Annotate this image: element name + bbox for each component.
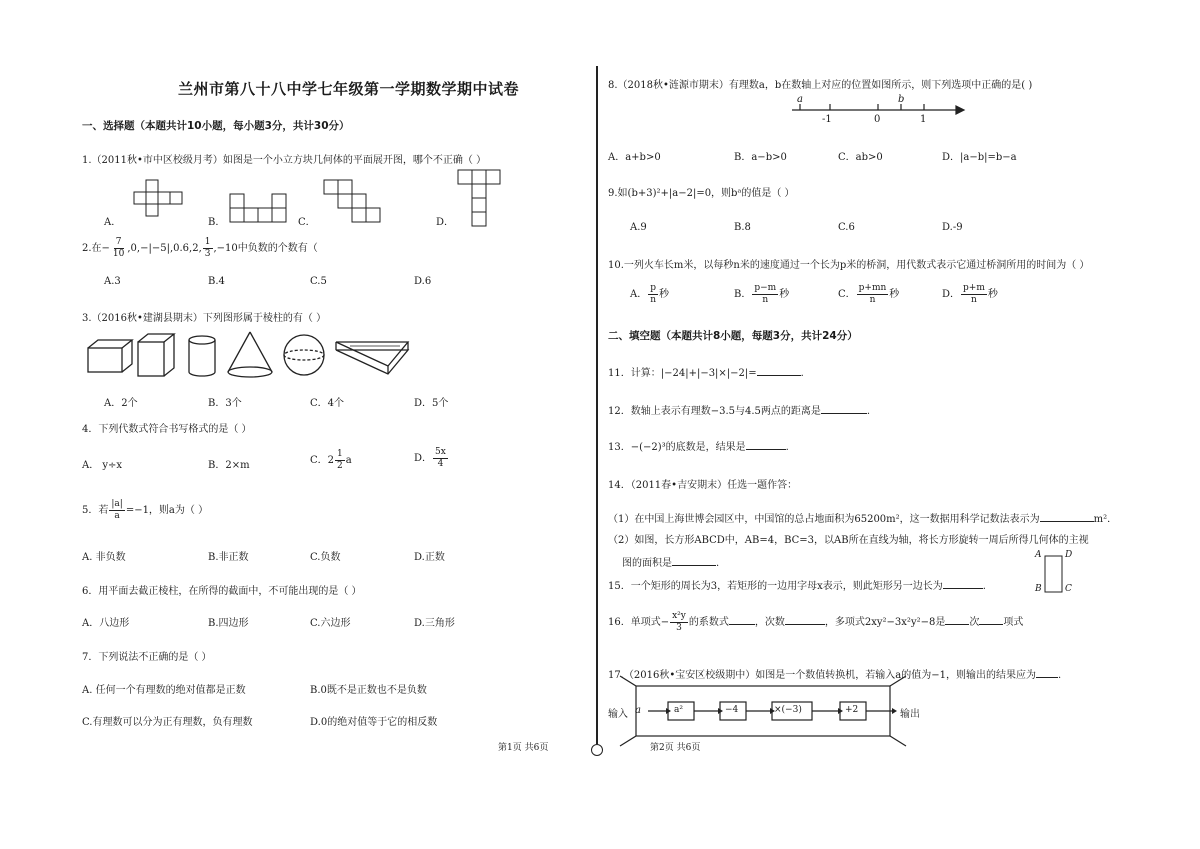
- q5-option-c: C.负数: [310, 552, 341, 563]
- question-7: 7．下列说法不正确的是（ ）: [82, 652, 212, 663]
- q7-option-a: A. 任何一个有理数的绝对值都是正数: [82, 685, 246, 696]
- q5-option-d: D.正数: [414, 552, 445, 563]
- machine-box-minus4: −4: [725, 705, 739, 715]
- q8-point-a-label: a: [797, 94, 803, 105]
- machine-output-label: 输出: [900, 709, 920, 720]
- cuboid-figure: [88, 340, 132, 372]
- cube-figure: [138, 334, 174, 376]
- rect-label-b: B: [1035, 584, 1042, 594]
- cylinder-figure: [189, 336, 215, 376]
- q14-part-2b: 图的面积是 .: [622, 554, 719, 569]
- q10-option-a: A． $\frac{p}{n}$ 秒: [630, 283, 670, 305]
- machine-input-var: a: [635, 705, 641, 716]
- q7-option-d: D.0的绝对值等于它的相反数: [310, 717, 438, 728]
- q4-option-b: B．2×m: [208, 460, 250, 471]
- q3-option-d: D．5个: [414, 398, 449, 409]
- question-8: 8.（2018秋•涟源市期末）有理数a，b在数轴上对应的位置如图所示，则下列选项中正确的是( ): [608, 80, 1033, 91]
- sphere-figure: [284, 335, 324, 375]
- left-column: [78, 0, 578, 849]
- question-11: 11．计算：|−24|+|−3|×|−2|= .: [608, 364, 804, 379]
- question-13: 13．−(−2)³的底数是，结果是 .: [608, 438, 789, 453]
- q8-point-b-label: b: [898, 94, 905, 105]
- question-9: 9.如(b+3)²+|a−2|=0，则bᵃ的值是（ ）: [608, 188, 795, 199]
- question-15: 15．一个矩形的周长为3，若矩形的一边用字母x表示，则此矩形另一边长为 .: [608, 577, 986, 592]
- q3-option-a: A．2个: [104, 398, 138, 409]
- q4-option-d: D． $\frac{5x}{4}$: [414, 447, 446, 469]
- q8-option-b: B．a−b>0: [734, 152, 787, 163]
- q8-axis-label-neg1: -1: [822, 114, 832, 125]
- q10-option-d: D． $\frac{p+m}{n}$ 秒: [942, 283, 998, 305]
- q9-option-d: D.-9: [942, 222, 963, 233]
- q6-option-d: D.三角形: [414, 618, 455, 629]
- q6-option-a: A．八边形: [82, 618, 130, 629]
- q1-label-d: D．: [436, 217, 455, 228]
- triangular-prism-figure: [336, 342, 408, 374]
- q4-option-c: C．2 $\frac{1}{2}$ a: [310, 449, 352, 471]
- question-2: 2.在− $\frac{7}{10}$ ,0,−|−5|,0.6,2, $\frac{1}{3}$ ,−10中负数的个数有（: [82, 237, 318, 259]
- q10-option-c: C． $\frac{p+mn}{n}$ 秒: [838, 283, 900, 305]
- q9-option-a: A.9: [630, 222, 647, 233]
- q9-option-c: C.6: [838, 222, 855, 233]
- q1-label-c: C．: [298, 217, 316, 228]
- binding-hole: [591, 744, 603, 756]
- q14-part-1: （1）在中国上海世博会园区中，中国馆的总占地面积为65200m²，这一数据用科学记数法表示为 m²．: [608, 510, 1117, 525]
- question-5: 5．若 $\frac{|a|}{a}$ =−1，则a为（ ）: [82, 499, 209, 521]
- q3-option-c: C．4个: [310, 398, 345, 409]
- cone-figure: [228, 332, 272, 377]
- machine-box-plus2: +2: [845, 705, 859, 715]
- question-4: 4．下列代数式符合书写格式的是（ ）: [82, 424, 252, 435]
- q17-number-machine: [608, 0, 1128, 760]
- question-14: 14．（2011春•吉安期末）任选一题作答：: [608, 480, 798, 491]
- rect-label-a: A: [1035, 550, 1042, 560]
- section-fill-heading: 二、填空题（本题共计8小题，每题3分，共计24分）: [608, 330, 858, 342]
- q8-option-a: A．a+b>0: [608, 152, 661, 163]
- q9-option-b: B.8: [734, 222, 751, 233]
- question-1: 1.（2011秋•市中区校级月考）如图是一个小立方块几何体的平面展开图，哪个不正确（ ）: [82, 155, 487, 166]
- q8-option-c: C．ab>0: [838, 152, 883, 163]
- question-12: 12．数轴上表示有理数−3.5与4.5两点的距离是 .: [608, 402, 870, 417]
- question-3: 3.（2016秋•建湖县期末）下列图形属于棱柱的有（ ）: [82, 313, 327, 324]
- q8-axis-label-1: 1: [920, 114, 927, 125]
- question-6: 6．用平面去截正棱柱，在所得的截面中，不可能出现的是（ ）: [82, 586, 362, 597]
- right-column: [608, 0, 1128, 849]
- machine-box-times-neg3: ×(−3): [774, 705, 802, 715]
- left-page-footer: 第1页 共6页: [498, 743, 549, 753]
- q3-option-b: B．3个: [208, 398, 242, 409]
- exam-title: 兰州市第八十八中学七年级第一学期数学期中试卷: [178, 80, 520, 98]
- q5-option-b: B.非正数: [208, 552, 249, 563]
- q6-option-c: C.六边形: [310, 618, 351, 629]
- q7-option-c: C.有理数可以分为正有理数，负有理数: [82, 717, 253, 728]
- q8-axis-label-0: 0: [874, 114, 881, 125]
- machine-box-square: a²: [674, 705, 683, 715]
- q10-option-b: B． $\frac{p-m}{n}$ 秒: [734, 283, 790, 305]
- q4-option-a: A． y÷x: [82, 460, 123, 471]
- q5-option-a: A. 非负数: [82, 552, 126, 563]
- question-16: 16．单项式− $\frac{\text{x²y}}{3}$ 的系数式 ，次数 ，多项式2xy²−3x²y²−8是 次 项式: [608, 611, 1024, 633]
- question-17: 17.（2016秋•宝安区校级期中）如图是一个数值转换机，若输入a的值为−1，则输出的结果应为 .: [608, 666, 1061, 681]
- q2-option-c: C.5: [310, 276, 327, 287]
- section-choice-heading: 一、选择题（本题共计10小题，每小题3分，共计30分）: [82, 120, 350, 132]
- q2-option-b: B.4: [208, 276, 225, 287]
- q14-part-2: （2）如图，长方形ABCD中，AB=4，BC=3，以AB所在直线为轴，将长方形旋转一周后所得几何体的主视: [608, 535, 1089, 546]
- rect-label-c: C: [1065, 584, 1072, 594]
- q1-label-b: B．: [208, 217, 226, 228]
- q2-option-a: A.3: [104, 276, 121, 287]
- binding-fold-line: [596, 66, 598, 744]
- q7-option-b: B.0既不是正数也不是负数: [310, 685, 427, 696]
- q1-label-a: A．: [104, 217, 122, 228]
- q6-option-b: B.四边形: [208, 618, 249, 629]
- q2-option-d: D.6: [414, 276, 432, 287]
- machine-input-label: 输入: [608, 709, 628, 720]
- right-page-footer: 第2页 共6页: [650, 743, 701, 753]
- q8-option-d: D．|a−b|=b−a: [942, 152, 1017, 163]
- q3-solid-figures: [78, 0, 578, 400]
- rect-label-d: D: [1065, 550, 1073, 560]
- question-10: 10.一列火车长m米，以每秒n米的速度通过一个长为p米的桥洞，用代数式表示它通过桥洞所用的时间为（ ）: [608, 260, 1090, 271]
